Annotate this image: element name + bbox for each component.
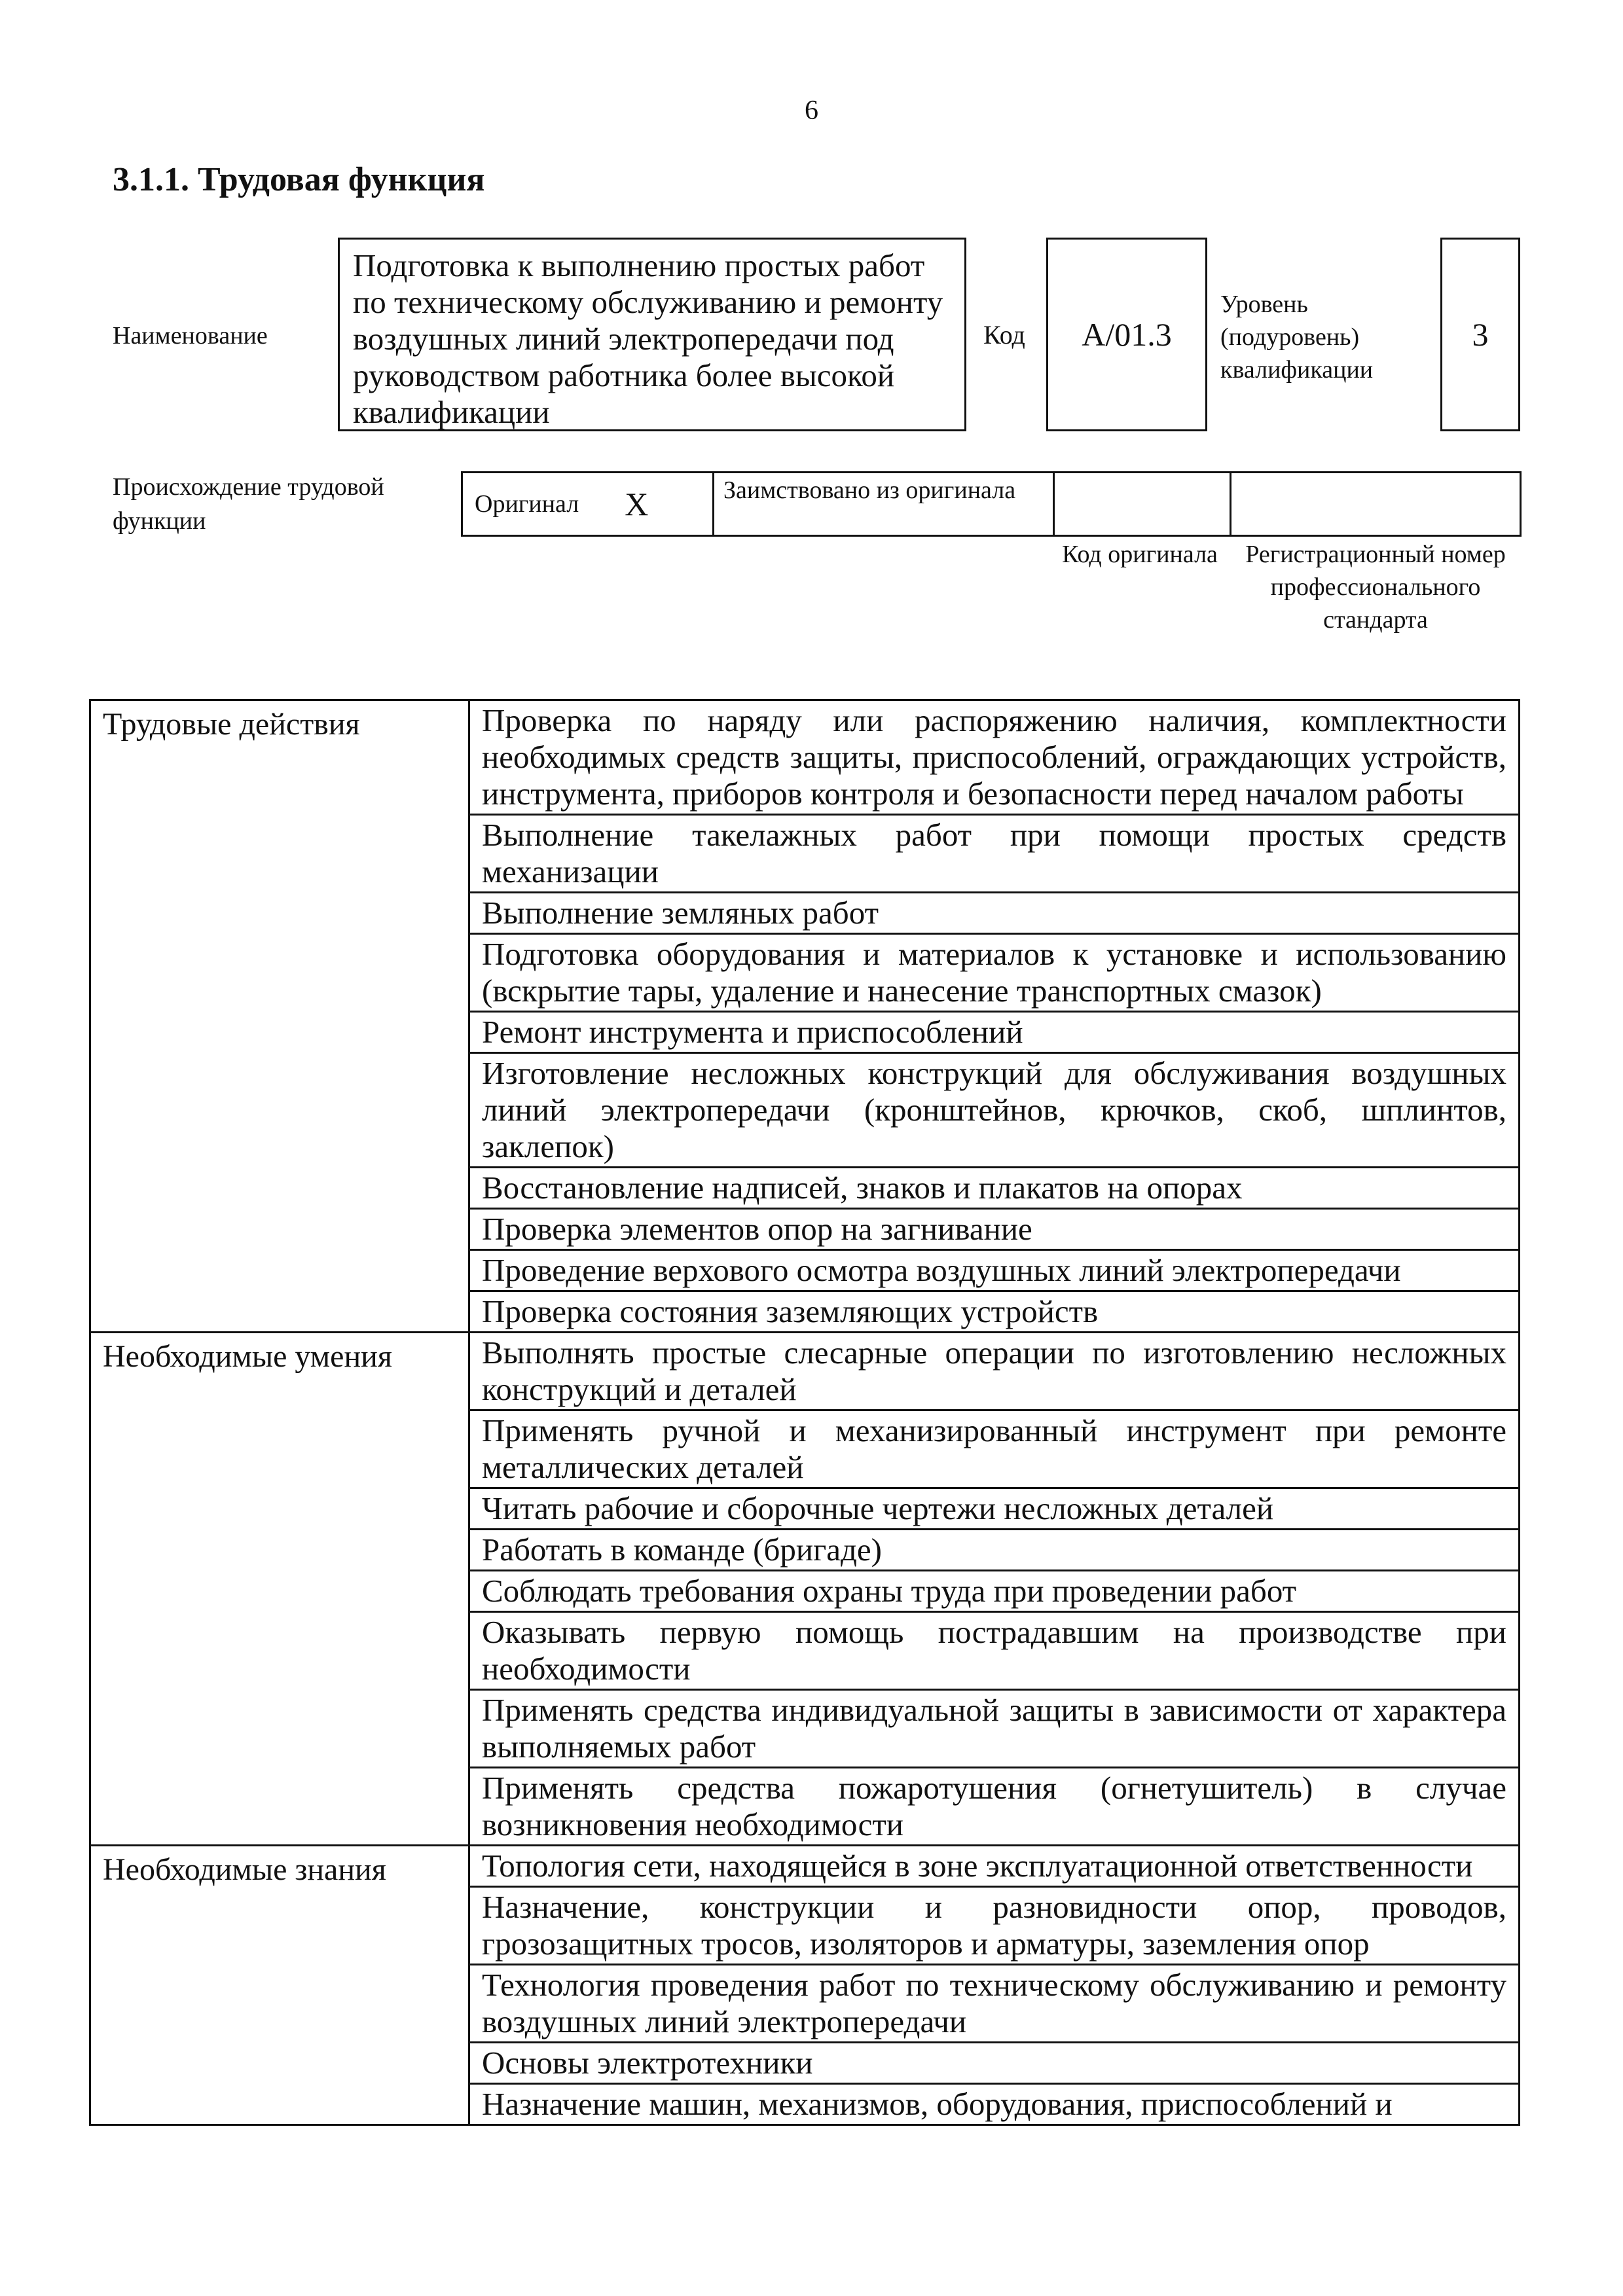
category-cell: Необходимые умения — [90, 1333, 469, 1846]
table-row — [90, 700, 1520, 815]
table-row — [90, 1333, 1520, 1410]
item-cell: Выполнять простые слесарные операции по изготовлению несложных конструкций и деталей — [469, 1333, 1520, 1410]
item-cell: Применять средства пожаротушения (огнетушитель) в случае возникновения необходимости — [469, 1768, 1520, 1846]
caption-original-code: Код оригинала — [1062, 541, 1218, 568]
origin-code-cell — [1055, 473, 1231, 535]
item-cell: Проверка по наряду или распоряжению наличия, комплектности необходимых средств защиты, приспособлений, ограждающих устройств, инструмента, приборов контроля и безопасности перед началом работы — [469, 700, 1520, 815]
origin-label: Происхождение трудовой функции — [113, 473, 384, 535]
level-label: Уровень (подуровень) квалификации — [1220, 291, 1374, 384]
original-mark: X — [625, 486, 649, 522]
category-cell: Трудовые действия — [90, 700, 469, 1333]
item-cell: Оказывать первую помощь пострадавшим на производстве при необходимости — [469, 1612, 1520, 1690]
item-cell: Восстановление надписей, знаков и плакатов на опорах — [469, 1168, 1520, 1209]
item-cell: Проверка состояния заземляющих устройств — [469, 1291, 1520, 1333]
item-cell: Технология проведения работ по техническому обслуживанию и ремонту воздушных линий электропередачи — [469, 1965, 1520, 2043]
origin-borrowed-cell: Заимствовано из оригинала — [714, 473, 1055, 535]
item-cell: Применять средства индивидуальной защиты в зависимости от характера выполняемых работ — [469, 1690, 1520, 1768]
level-value-box: 3 — [1440, 238, 1520, 431]
code-label: Код — [983, 320, 1025, 350]
item-cell: Выполнение земляных работ — [469, 893, 1520, 934]
caption-registration-number: Регистрационный номер профессионального стандарта — [1245, 541, 1506, 634]
item-cell: Ремонт инструмента и приспособлений — [469, 1012, 1520, 1053]
item-cell: Назначение машин, механизмов, оборудования, приспособлений и — [469, 2084, 1520, 2125]
function-name-box: Подготовка к выполнению простых работ по техническому обслуживанию и ремонту воздушных линий электропередачи под руководством работника более высокой квалификации — [338, 238, 966, 431]
item-cell: Проведение верхового осмотра воздушных линий электропередачи — [469, 1250, 1520, 1291]
item-cell: Применять ручной и механизированный инструмент при ремонте металлических деталей — [469, 1410, 1520, 1488]
category-cell: Необходимые знания — [90, 1846, 469, 2125]
item-cell: Выполнение такелажных работ при помощи простых средств механизации — [469, 815, 1520, 893]
item-cell: Назначение, конструкции и разновидности опор, проводов, грозозащитных тросов, изоляторов и арматуры, заземления опор — [469, 1887, 1520, 1965]
item-cell: Подготовка оборудования и материалов к установке и использованию (вскрытие тары, удаление и нанесение транспортных смазок) — [469, 934, 1520, 1012]
code-value-box: А/01.3 — [1046, 238, 1207, 431]
origin-original-cell — [463, 473, 714, 535]
table-row — [90, 1846, 1520, 1887]
item-cell: Изготовление несложных конструкций для обслуживания воздушных линий электропередачи (кронштейнов, крючков, скоб, шплинтов, заклепок) — [469, 1053, 1520, 1168]
name-label: Наименование — [113, 322, 268, 350]
item-cell: Топология сети, находящейся в зоне эксплуатационной ответственности — [469, 1846, 1520, 1887]
item-cell: Читать рабочие и сборочные чертежи несложных деталей — [469, 1488, 1520, 1530]
original-label: Оригинал — [475, 490, 579, 518]
item-cell: Основы электротехники — [469, 2043, 1520, 2084]
item-cell: Соблюдать требования охраны труда при проведении работ — [469, 1571, 1520, 1612]
item-cell: Проверка элементов опор на загнивание — [469, 1209, 1520, 1250]
item-cell: Работать в команде (бригаде) — [469, 1530, 1520, 1571]
page-number: 6 — [805, 96, 818, 126]
origin-table — [461, 471, 1522, 537]
section-title: 3.1.1. Трудовая функция — [113, 161, 485, 198]
labor-function-table — [89, 699, 1520, 2126]
origin-reg-number-cell — [1231, 473, 1520, 535]
